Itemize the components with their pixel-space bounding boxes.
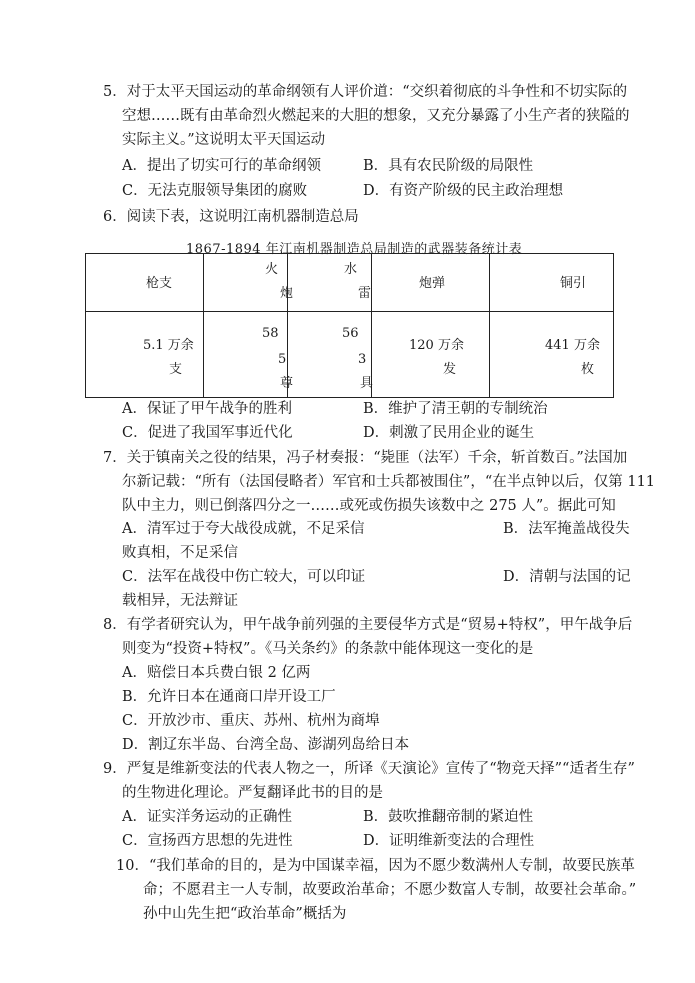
q5-stem-line-2: 空想……既有由革命烈火燃起来的大胆的想象，又充分暴露了小生产者的狭隘的 (122, 108, 630, 124)
value-shells-1: 120 万余 (409, 338, 464, 353)
value-mine-2: 3 (358, 352, 367, 367)
q8-stem-line-2: 则变为“投资+特权”。《马关条约》的条款中能体现这一变化的是 (122, 641, 534, 657)
header-cell-guns (86, 254, 204, 312)
header-fuses: 铜引 (560, 276, 587, 291)
q6-option-b: B．维护了清王朝的专制统治 (363, 401, 548, 417)
q7-option-c: C．法军在战役中伤亡较大，可以印证 (122, 569, 366, 585)
q8-option-b: B．允许日本在通商口岸开设工厂 (122, 689, 336, 705)
q7-stem-line-1: 7．关于镇南关之役的结果，冯子材奏报：“毙匪（法军）千余，斩首数百。”法国加 (103, 450, 628, 466)
q9-stem-line-2: 的生物进化理论。严复翻译此书的目的是 (122, 785, 383, 801)
value-mine-3: 具 (360, 376, 374, 391)
value-cell-guns (86, 312, 204, 398)
header-mine-1: 水 (344, 262, 358, 277)
table-header-row (86, 254, 614, 312)
value-guns-1: 5.1 万余 (143, 338, 194, 353)
q9-stem-line-1: 9．严复是维新变法的代表人物之一，所译《天演论》宣传了“物竞天择”“适者生存” (103, 761, 635, 777)
value-shells-2: 发 (443, 362, 457, 377)
value-cell-mine (288, 312, 372, 398)
q7-option-d: D．清朝与法国的记 (503, 569, 631, 585)
q6-table-caption: 1867-1894 年江南机器制造总局制造的武器装备统计表 (186, 242, 523, 257)
value-mine-1: 56 (342, 326, 359, 341)
value-fuses-2: 枚 (581, 362, 595, 377)
q8-option-c: C．开放沙市、重庆、苏州、杭州为商埠 (122, 713, 380, 729)
q5-option-c: C．无法克服领导集团的腐败 (122, 183, 308, 199)
header-cell-fuses (490, 254, 614, 312)
value-cell-fuses (490, 312, 614, 398)
q7-stem-line-3: 队中主力，则已倒落四分之一……或死或伤损失该数中之 275 人”。据此可知 (122, 498, 616, 514)
value-guns-2: 支 (169, 362, 183, 377)
q5-option-a: A．提出了切实可行的革命纲领 (122, 158, 321, 174)
q7-option-d-continued: 载相异，无法辩证 (122, 593, 238, 609)
q6-option-c: C．促进了我国军事近代化 (122, 425, 293, 441)
weapons-statistics-table (85, 253, 614, 398)
q5-stem-line-3: 实际主义。”这说明太平天国运动 (122, 132, 326, 148)
header-cannon-2: 炮 (280, 286, 294, 301)
header-cell-mine (288, 254, 372, 312)
header-cannon-1: 火 (265, 262, 279, 277)
q7-option-b: B．法军掩盖战役失 (503, 521, 630, 537)
q8-option-a: A．赔偿日本兵费白银 2 亿两 (122, 665, 311, 681)
q10-stem-line-3: 孙中山先生把“政治革命”概括为 (143, 906, 347, 922)
q8-stem-line-1: 8．有学者研究认为，甲午战争前列强的主要侵华方式是“贸易+特权”，甲午战争后 (103, 617, 633, 633)
q7-stem-line-2: 尔新记载：“所有（法国侵略者）军官和士兵都被围住”，“在半点钟以后，仅第 111 (122, 474, 656, 490)
q6-option-d: D．刺激了民用企业的诞生 (363, 425, 535, 441)
q9-option-b: B．鼓吹推翻帝制的紧迫性 (363, 809, 534, 825)
q10-stem-line-1: 10．“我们革命的目的，是为中国谋幸福，因为不愿少数满州人专制，故要民族革 (116, 858, 635, 874)
value-fuses-1: 441 万余 (545, 338, 600, 353)
value-cell-shells (372, 312, 490, 398)
q7-option-a: A．清军过于夸大战役成就，不足采信 (122, 521, 365, 537)
q9-option-d: D．证明维新变法的合理性 (363, 833, 535, 849)
header-shells: 炮弹 (419, 276, 446, 291)
header-cell-cannon (204, 254, 294, 312)
q5-option-d: D．有资产阶级的民主政治理想 (363, 183, 564, 199)
header-cell-shells (372, 254, 490, 312)
header-guns: 枪支 (146, 276, 173, 291)
q10-stem-line-2: 命；不愿君主一人专制，故要政治革命；不愿少数富人专制，故要社会革命。” (143, 882, 637, 898)
q9-option-a: A．证实洋务运动的正确性 (122, 809, 292, 825)
value-cannon-2: 5 (278, 352, 287, 367)
table-value-row (86, 312, 614, 398)
q8-option-d: D．割辽东半岛、台湾全岛、澎湖列岛给日本 (122, 737, 410, 753)
value-cannon-3: 尊 (280, 376, 294, 391)
q7-option-b-continued: 败真相，不足采信 (122, 545, 238, 561)
q9-option-c: C．宣扬西方思想的先进性 (122, 833, 293, 849)
value-cell-cannon (204, 312, 294, 398)
q5-option-b: B．具有农民阶级的局限性 (363, 158, 534, 174)
value-cannon-1: 58 (262, 326, 279, 341)
q6-option-a: A．保证了甲午战争的胜利 (122, 401, 292, 417)
header-mine-2: 雷 (358, 286, 372, 301)
q6-stem: 6．阅读下表，这说明江南机器制造总局 (103, 209, 359, 225)
q5-stem-line-1: 5．对于太平天国运动的革命纲领有人评价道：“交织着彻底的斗争性和不切实际的 (103, 84, 628, 100)
